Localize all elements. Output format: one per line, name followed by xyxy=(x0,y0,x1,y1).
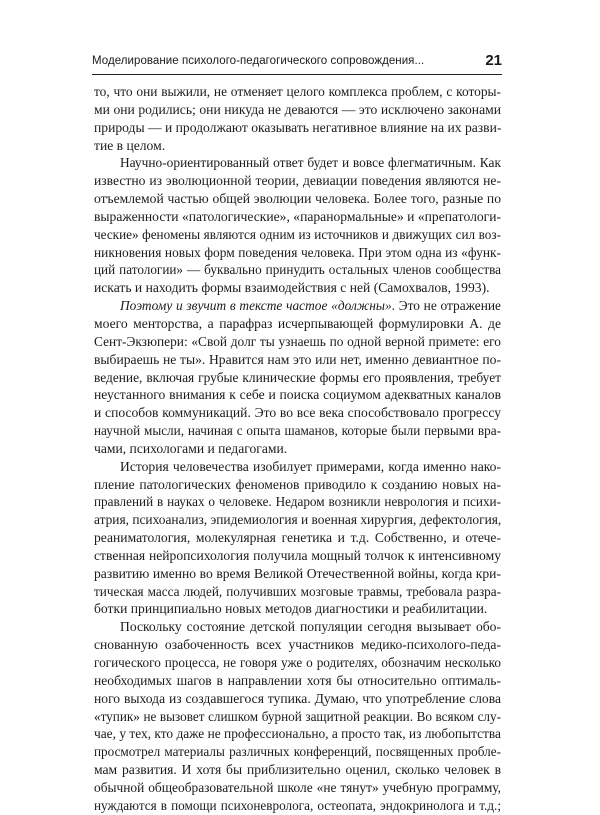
text-line: снованную озабоченность всех участников медико-психолого-педа- xyxy=(94,637,501,653)
text-line: пление патологических феноменов приводило к созданию новых на- xyxy=(94,476,501,492)
text-line: моего менторства, а парафраз исчерпывающей формулировки А. де xyxy=(94,315,501,331)
text-line: то, что они выжили, не отменяет целого комплекса проблем, с которы- xyxy=(94,84,501,99)
text-line: научной мысли, начиная с опыта шаманов, которые были первыми вра- xyxy=(94,423,501,439)
text-line: развитию именно во время Великой Отечественной войны, когда кри- xyxy=(94,565,501,581)
page-body xyxy=(94,83,501,815)
text-line: обычной общеобразовательной школе «не тянут» учебную программу, xyxy=(94,779,501,795)
text-line: чае, у тех, кто даже не профессионально, а просто так, из любопытства xyxy=(94,726,501,742)
text-line: ного выхода из создавшегося тупика. Думаю, что употребление слова xyxy=(94,690,501,706)
header-rule xyxy=(92,74,502,75)
running-header xyxy=(92,54,502,72)
text-line: История человечества изобилует примерами, когда именно нако- xyxy=(120,458,501,474)
text-line: ботки принципиально новых методов диагностики и реабилитации. xyxy=(94,601,488,617)
text-line: Поскольку состояние детской популяции сегодня вызывает обо- xyxy=(120,619,501,635)
text-line: Сент-Экзюпери: «Свой долг ты узнаешь по одной верной примете: его xyxy=(94,333,501,349)
text-line: атрия, психоанализ, эпидемиология и военная хирургия, дефектология, xyxy=(94,512,502,528)
text-run: . Это не отражение xyxy=(391,298,501,314)
text-line: искать и находить формы взаимодействия с ней (Самохвалов, 1993). xyxy=(94,280,490,296)
paragraph xyxy=(94,297,501,458)
text-line: тие в целом. xyxy=(94,137,166,153)
text-line: гогического процесса, не говоря уже о родителях, обозначим несколько xyxy=(94,655,501,670)
text-line: тическая масса людей, получивших мозговые травмы, требовала разра- xyxy=(94,583,501,599)
text-line: ственная нейропсихология получила мощный толчок к интенсивному xyxy=(94,547,501,563)
text-line: правлений в науках о человеке. Недаром возникли неврология и психи- xyxy=(94,494,501,510)
text-line: выбираешь не ты». Нравится нам это или нет, именно девиантное по- xyxy=(94,351,501,367)
text-line: реаниматология, молекулярная генетика и т.д. Собственно, и отече- xyxy=(94,530,501,546)
text-line: необходимых шагов в направлении хотя бы относительно оптималь- xyxy=(94,672,501,688)
paragraph xyxy=(94,458,501,619)
text-line xyxy=(94,297,501,315)
text-line: природы — и продолжают оказывать негативное влияние на их разви- xyxy=(94,119,502,135)
text-line: нуждаются в помощи психоневролога, остеопата, эндокринолога и т.д.; xyxy=(94,797,501,813)
italic-phrase: Поэтому и звучит в тексте частое «должны» xyxy=(120,298,392,314)
text-line: Научно-ориентированный ответ будет и вовсе флегматичным. Как xyxy=(120,155,501,171)
text-line: отъемлемой частью общей эволюции человека. Более того, разные по xyxy=(94,191,501,207)
text-line: неустанного внимания к себе и поиска социумом адекватных каналов xyxy=(94,387,501,403)
text-line: ведение, включая грубые клинические формы его проявления, требует xyxy=(94,369,501,385)
text-line: выраженности «патологические», «паранормальные» и «препатологи- xyxy=(94,208,502,224)
paragraph xyxy=(94,154,501,297)
text-line: и способов коммуникаций. Это во все века способствовало прогрессу xyxy=(94,405,501,421)
text-line: «тупик» не вызовет слишком бурной защитной реакции. Во всяком слу- xyxy=(94,708,501,724)
paragraph xyxy=(94,83,501,154)
text-line: чами, психологами и педагогами. xyxy=(94,440,288,456)
text-line: просмотрел материалы различных конференций, посвященных пробле- xyxy=(94,744,501,760)
page-number: 21 xyxy=(485,52,502,69)
running-title: Моделирование психолого-педагогического сопровождения... xyxy=(92,55,425,67)
text-line: никновения новых форм поведения человека. При этом одна из «функ- xyxy=(94,244,501,260)
paragraph xyxy=(94,618,501,814)
text-line: мам развития. И хотя бы приблизительно оценил, сколько человек в xyxy=(94,762,501,778)
text-line: ций патологии» — буквально принудить остальных членов сообщества xyxy=(94,262,501,278)
text-line: ми они родились; они никуда не деваются — это исключено законами xyxy=(94,101,501,117)
text-line: известно из эволюционной теории, девиации поведения являются не- xyxy=(94,173,501,189)
text-line: ческие» феномены являются одним из источников и движущих сил воз- xyxy=(94,226,501,242)
